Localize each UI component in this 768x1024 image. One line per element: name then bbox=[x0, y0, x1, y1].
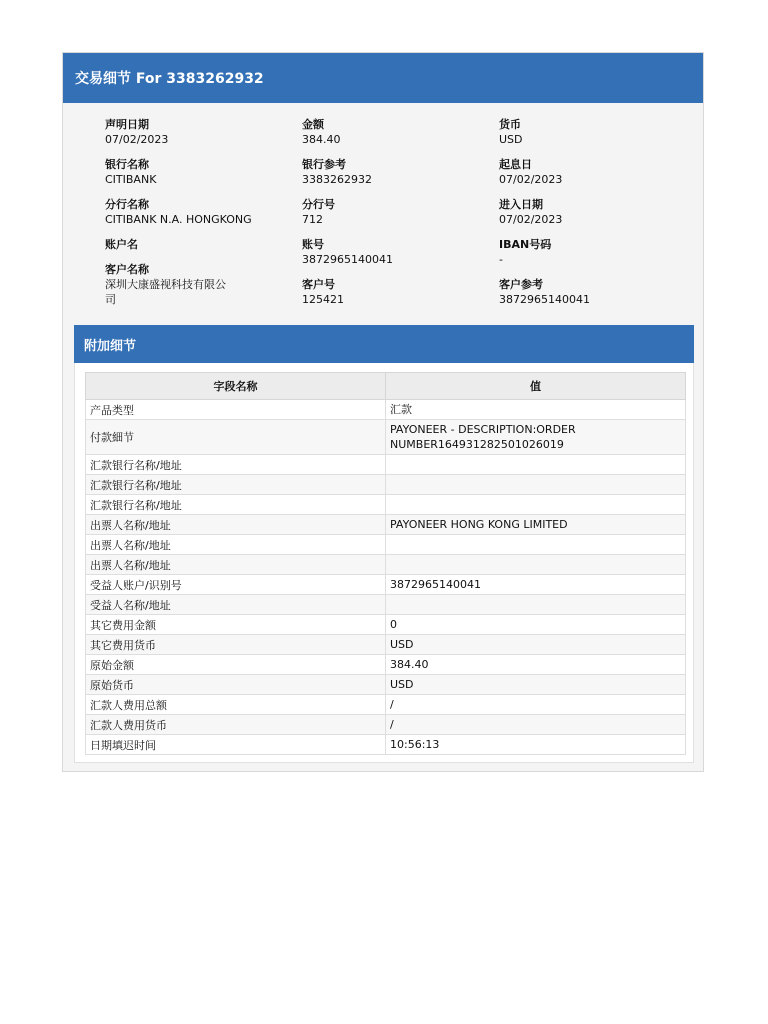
statement-date-field bbox=[105, 117, 275, 147]
value-text: 384.40 bbox=[390, 658, 429, 671]
field-label: 银行参考 bbox=[302, 158, 346, 171]
table-header-row bbox=[86, 373, 686, 400]
field-name-cell: 受益人账户/识别号 bbox=[86, 575, 386, 595]
panel-header bbox=[63, 53, 703, 103]
additional-details-table bbox=[85, 372, 686, 755]
field-label: 客户名称 bbox=[105, 263, 149, 276]
table-row bbox=[86, 595, 686, 615]
value-cell bbox=[386, 515, 686, 535]
field-value: 3872965140041 bbox=[499, 293, 590, 306]
field-value: USD bbox=[499, 133, 523, 146]
value-cell bbox=[386, 495, 686, 515]
field-value: - bbox=[499, 253, 503, 266]
field-name-cell: 其它费用金额 bbox=[86, 615, 386, 635]
value-cell bbox=[386, 635, 686, 655]
value-cell bbox=[386, 555, 686, 575]
value-text: USD bbox=[390, 638, 414, 651]
field-value: 07/02/2023 bbox=[105, 133, 169, 146]
table-row bbox=[86, 535, 686, 555]
field-label: 货币 bbox=[499, 118, 521, 131]
value-text: 汇款 bbox=[390, 403, 412, 416]
branch-name-field bbox=[105, 197, 275, 227]
table-row bbox=[86, 715, 686, 735]
field-name-cell: 付款細节 bbox=[86, 420, 386, 455]
field-label: 账号 bbox=[302, 238, 324, 251]
field-name-cell: 出票人名称/地址 bbox=[86, 515, 386, 535]
value-text: USD bbox=[390, 678, 414, 691]
customer-reference-field bbox=[499, 277, 689, 307]
table-row bbox=[86, 475, 686, 495]
table-row bbox=[86, 655, 686, 675]
field-name-cell: 日期填迟时间 bbox=[86, 735, 386, 755]
field-label: 声明日期 bbox=[105, 118, 149, 131]
field-label: 金额 bbox=[302, 118, 324, 131]
value-text: PAYONEER - DESCRIPTION:ORDER bbox=[390, 423, 576, 436]
field-value: 07/02/2023 bbox=[499, 173, 563, 186]
field-value: 384.40 bbox=[302, 133, 341, 146]
field-value: 712 bbox=[302, 213, 323, 226]
field-name-cell: 受益人名称/地址 bbox=[86, 595, 386, 615]
value-cell bbox=[386, 735, 686, 755]
account-number-field bbox=[302, 237, 472, 267]
table-row bbox=[86, 635, 686, 655]
field-name-cell: 汇款人费用总额 bbox=[86, 695, 386, 715]
table-row bbox=[86, 420, 686, 455]
additional-details-section bbox=[74, 363, 694, 763]
currency-field bbox=[499, 117, 689, 147]
value-text: / bbox=[390, 718, 394, 731]
value-cell bbox=[386, 715, 686, 735]
additional-details-header bbox=[74, 325, 694, 363]
transaction-details-panel bbox=[62, 52, 704, 772]
field-name-cell: 原始金额 bbox=[86, 655, 386, 675]
field-label: 银行名称 bbox=[105, 158, 149, 171]
value-cell bbox=[386, 455, 686, 475]
value-cell bbox=[386, 400, 686, 420]
value-text: 0 bbox=[390, 618, 397, 631]
table-row bbox=[86, 515, 686, 535]
value-text-continued: NUMBER164931282501026019 bbox=[390, 438, 564, 451]
field-value: CITIBANK N.A. HONGKONG bbox=[105, 213, 252, 226]
table-row bbox=[86, 455, 686, 475]
column-header-field-name: 字段名称 bbox=[86, 373, 386, 400]
field-label: 分行名称 bbox=[105, 198, 149, 211]
value-text: 10:56:13 bbox=[390, 738, 440, 751]
page-title: 交易细节 For 3383262932 bbox=[75, 71, 264, 87]
field-label: 账户名 bbox=[105, 238, 138, 251]
branch-number-field bbox=[302, 197, 472, 227]
field-name-cell: 产品类型 bbox=[86, 400, 386, 420]
field-name-cell: 汇款银行名称/地址 bbox=[86, 495, 386, 515]
field-name-cell: 其它费用货币 bbox=[86, 635, 386, 655]
field-label: 客户号 bbox=[302, 278, 335, 291]
bank-name-field bbox=[105, 157, 275, 187]
value-cell bbox=[386, 615, 686, 635]
value-cell bbox=[386, 420, 686, 455]
field-value: 3872965140041 bbox=[302, 253, 393, 266]
field-name-cell: 原始货币 bbox=[86, 675, 386, 695]
table-row bbox=[86, 400, 686, 420]
field-value: 07/02/2023 bbox=[499, 213, 563, 226]
value-cell bbox=[386, 695, 686, 715]
value-date-field bbox=[499, 157, 689, 187]
field-label: IBAN号码 bbox=[499, 238, 552, 251]
value-text: / bbox=[390, 698, 394, 711]
table-row bbox=[86, 695, 686, 715]
field-value: 125421 bbox=[302, 293, 344, 306]
field-label: 客户参考 bbox=[499, 278, 543, 291]
table-body bbox=[86, 400, 686, 755]
value-cell bbox=[386, 575, 686, 595]
table-row bbox=[86, 735, 686, 755]
entry-date-field bbox=[499, 197, 689, 227]
value-cell bbox=[386, 595, 686, 615]
table-row bbox=[86, 575, 686, 595]
field-name-cell: 汇款银行名称/地址 bbox=[86, 475, 386, 495]
value-cell bbox=[386, 475, 686, 495]
field-value: 3383262932 bbox=[302, 173, 372, 186]
customer-number-field bbox=[302, 277, 472, 307]
table-row bbox=[86, 615, 686, 635]
amount-field bbox=[302, 117, 472, 147]
account-name-field bbox=[105, 237, 275, 252]
column-header-value: 值 bbox=[386, 373, 686, 400]
field-label: 分行号 bbox=[302, 198, 335, 211]
field-name-cell: 汇款人费用货币 bbox=[86, 715, 386, 735]
field-label: 起息日 bbox=[499, 158, 532, 171]
customer-name-field bbox=[105, 262, 275, 307]
field-name-cell: 出票人名称/地址 bbox=[86, 535, 386, 555]
bank-reference-field bbox=[302, 157, 472, 187]
value-cell bbox=[386, 675, 686, 695]
field-value: CITIBANK bbox=[105, 173, 157, 186]
field-name-cell: 出票人名称/地址 bbox=[86, 555, 386, 575]
table-row bbox=[86, 495, 686, 515]
value-cell bbox=[386, 655, 686, 675]
value-cell bbox=[386, 535, 686, 555]
iban-field bbox=[499, 237, 689, 267]
field-name-cell: 汇款银行名称/地址 bbox=[86, 455, 386, 475]
field-label: 进入日期 bbox=[499, 198, 543, 211]
value-text: PAYONEER HONG KONG LIMITED bbox=[390, 518, 568, 531]
table-row bbox=[86, 555, 686, 575]
field-value: 深圳大康盛视科技有限公 bbox=[105, 278, 226, 291]
value-text: 3872965140041 bbox=[390, 578, 481, 591]
field-value-continued: 司 bbox=[105, 293, 116, 306]
section-title: 附加细节 bbox=[84, 338, 137, 354]
table-row bbox=[86, 675, 686, 695]
